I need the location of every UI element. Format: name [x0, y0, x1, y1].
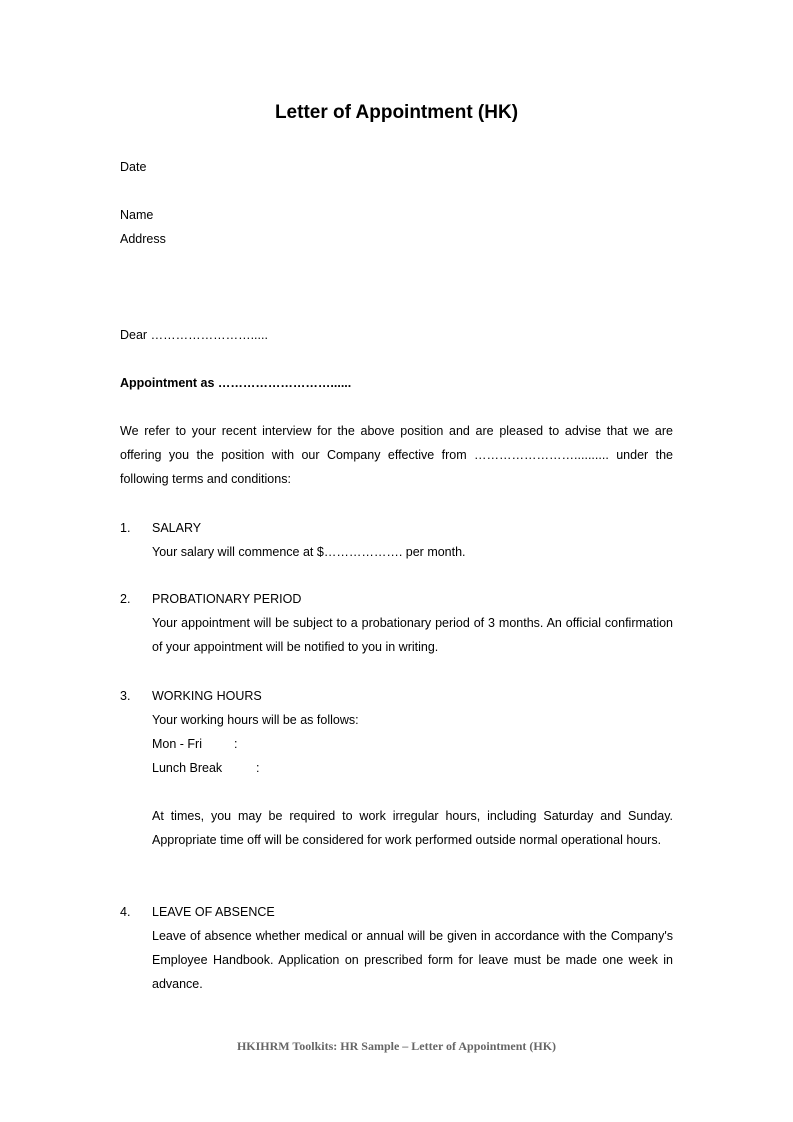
- hours-label: Mon - Fri: [152, 737, 202, 751]
- section-body: Leave of absence whether medical or annual will be given in accordance with the Company's Employee Handbook. Application on prescribed form for leave must be made one week in advance.: [152, 929, 673, 991]
- section-heading: [120, 516, 673, 540]
- section-heading: [120, 684, 673, 708]
- hours-separator: :: [234, 737, 238, 751]
- section-heading: [120, 587, 673, 611]
- section-title: WORKING HOURS: [152, 689, 262, 703]
- intro-paragraph: We refer to your recent interview for the above position and are pleased to advise that we are offering you the position with our Company effective from …………………….......... under the following terms and conditions:: [120, 424, 673, 486]
- section-title: PROBATIONARY PERIOD: [152, 592, 302, 606]
- document-title: Letter of Appointment (HK): [274, 102, 519, 123]
- date-label: Date: [120, 160, 147, 174]
- section-body: Your salary will commence at $………………. per month.: [152, 545, 466, 559]
- section-leave: [120, 900, 673, 996]
- hours-label: Lunch Break: [152, 761, 223, 775]
- section-number: 3.: [120, 689, 131, 703]
- section-probation: [120, 587, 673, 659]
- section-title: SALARY: [152, 521, 202, 535]
- subject-line: Appointment as ………………………......: [120, 376, 352, 390]
- section-working-hours: [120, 684, 673, 852]
- section-title: LEAVE OF ABSENCE: [152, 905, 275, 919]
- hours-row-mon-fri: [152, 732, 673, 756]
- salutation: Dear …………………….....: [120, 328, 268, 342]
- hours-separator: :: [256, 761, 260, 775]
- section-number: 4.: [120, 905, 131, 919]
- section-intro: Your working hours will be as follows:: [152, 713, 359, 727]
- section-salary: [120, 516, 673, 564]
- section-body: Your appointment will be subject to a probationary period of 3 months. An official confirmation of your appointment will be notified to you in writing.: [152, 616, 673, 654]
- section-number: 1.: [120, 521, 131, 535]
- hours-row-lunch: [152, 756, 673, 780]
- page-footer: HKIHRM Toolkits: HR Sample – Letter of Appointment (HK): [236, 1039, 557, 1053]
- name-label: Name: [120, 208, 154, 222]
- section-heading: [120, 900, 673, 924]
- section-note: At times, you may be required to work irregular hours, including Saturday and Sunday. Appropriate time off will be considered for work performed outside normal operational hours.: [152, 809, 673, 847]
- section-number: 2.: [120, 592, 131, 606]
- address-label: Address: [120, 232, 166, 246]
